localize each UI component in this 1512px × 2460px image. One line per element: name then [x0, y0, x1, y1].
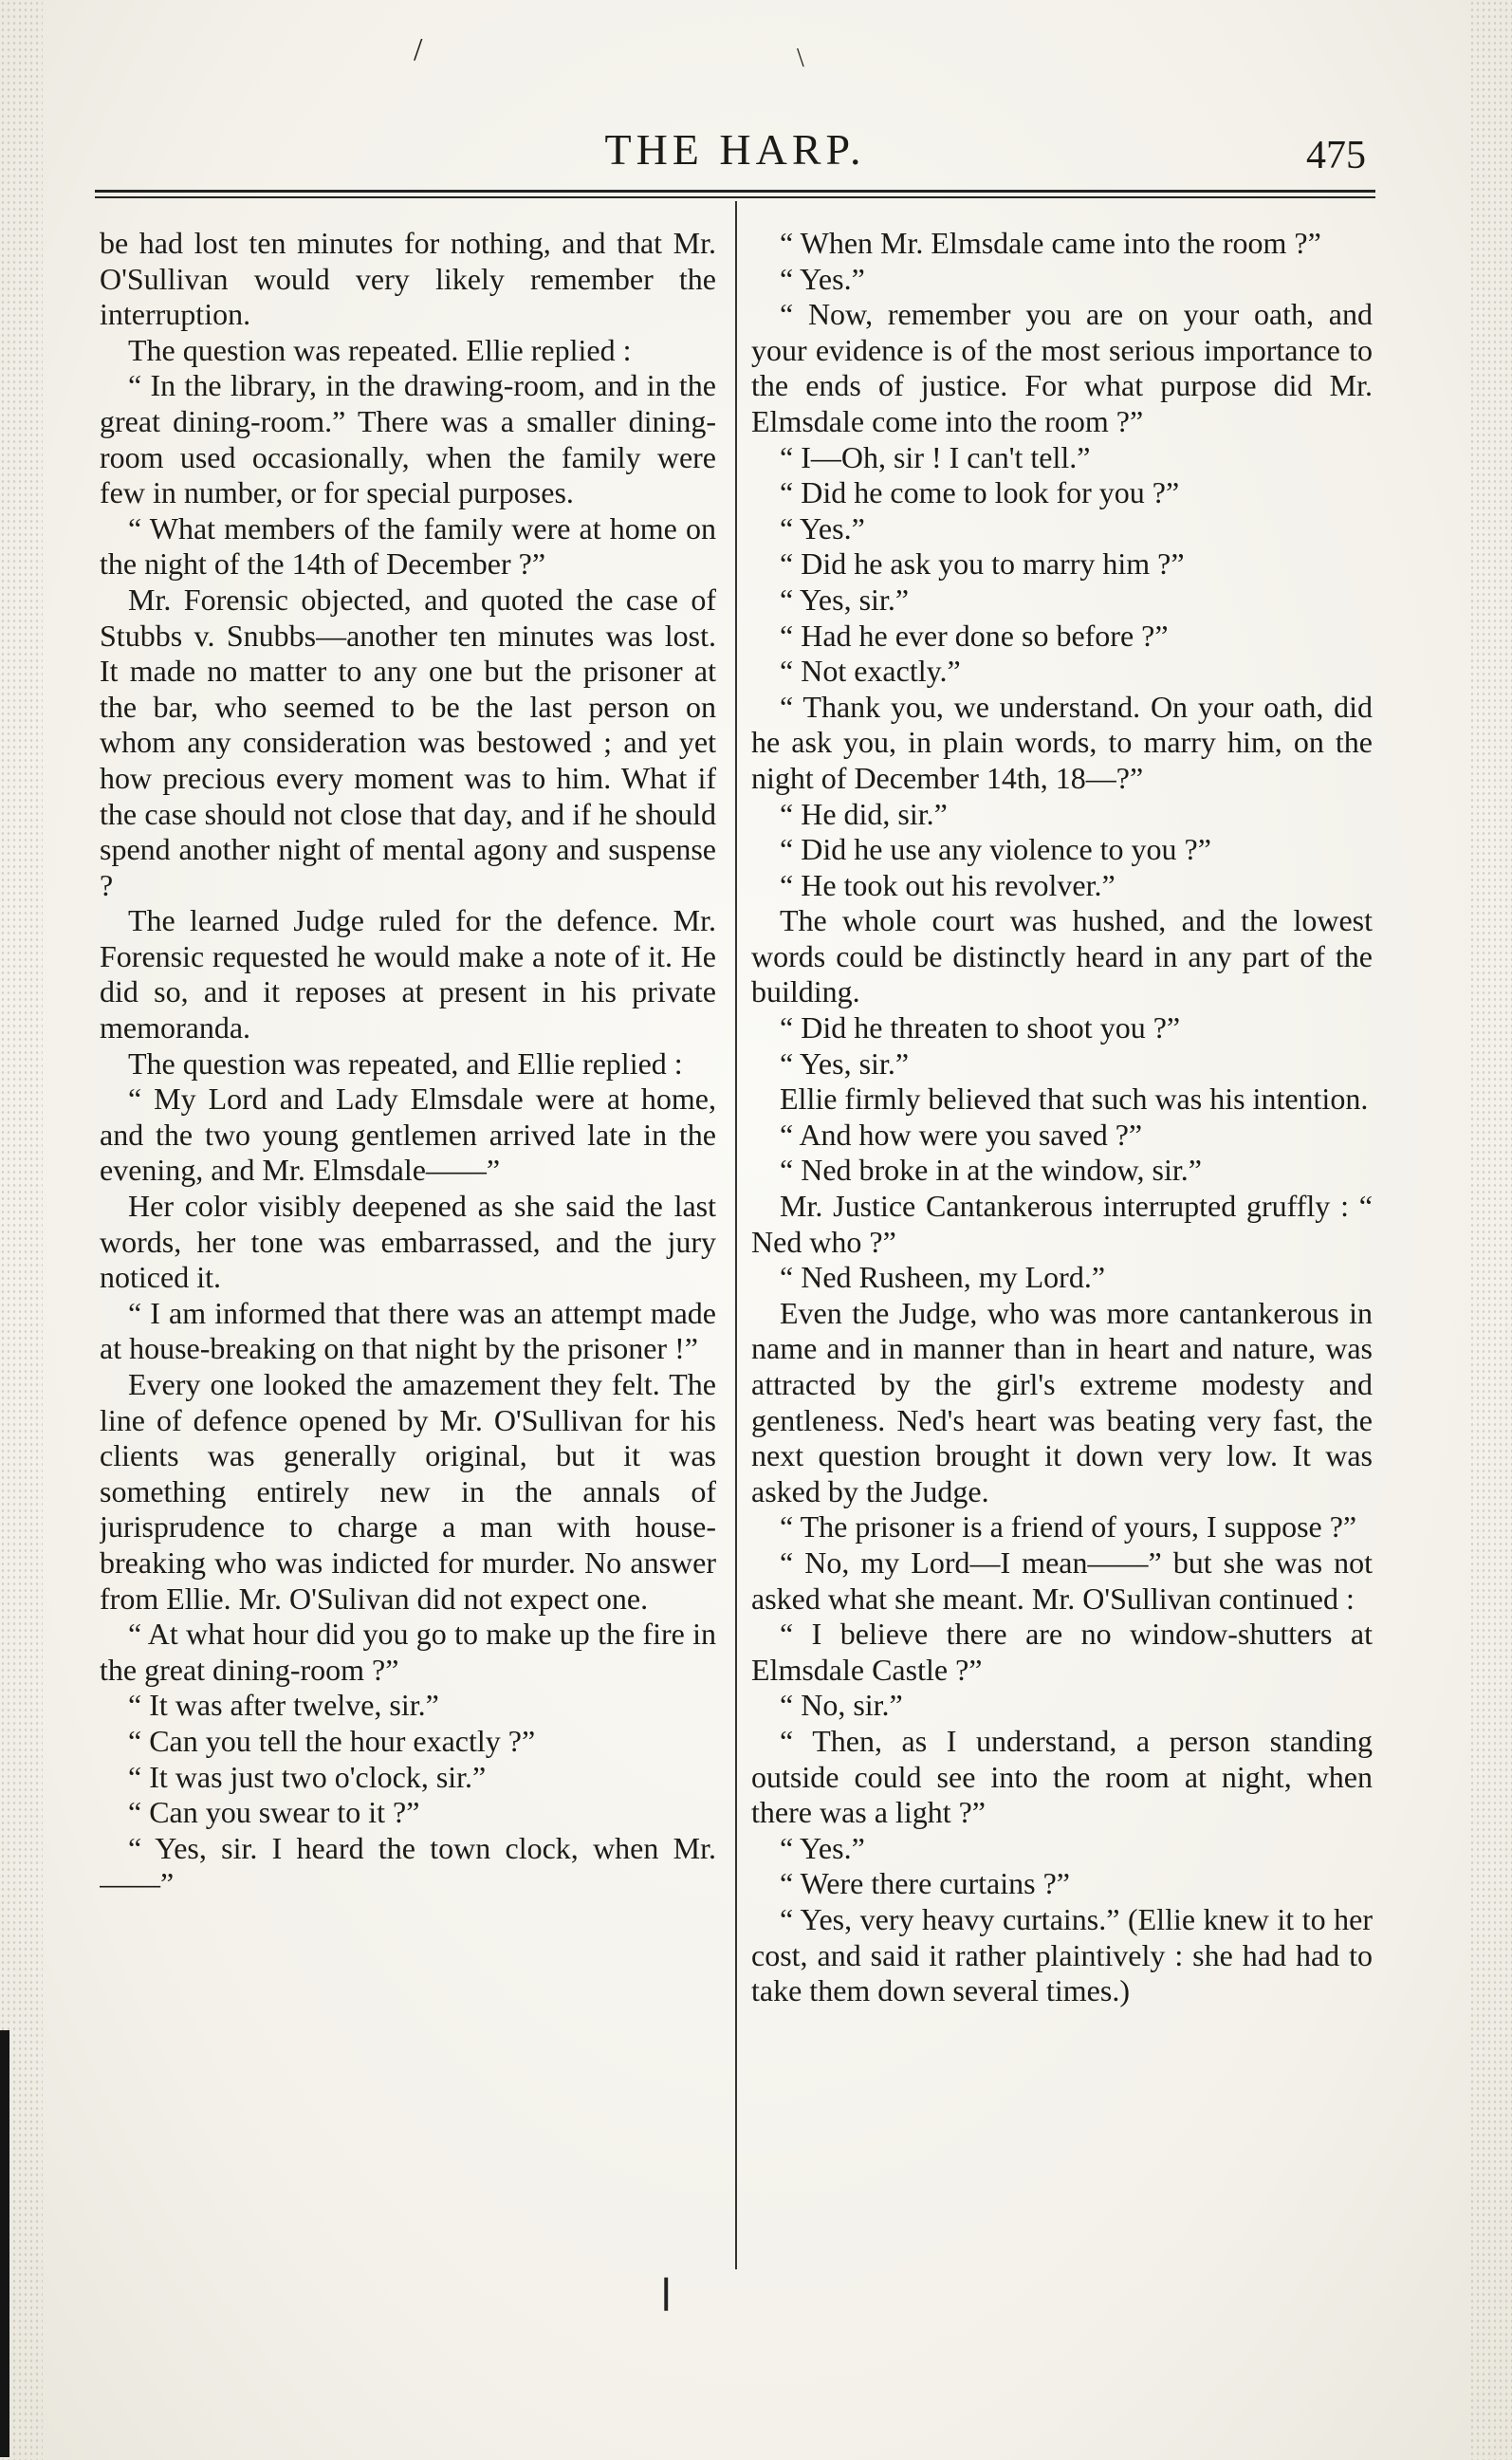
right-column [751, 226, 1373, 2275]
paragraph: “ In the library, in the drawing-room, and in the great dining-room.” There was a smaller dining-room used occasionally, when the family were few in number, or for special purposes. [100, 368, 716, 510]
paragraph: The learned Judge ruled for the defence. Mr. Forensic requested he would make a note of it. He did so, and it reposes at present in his private memoranda. [100, 903, 716, 1045]
paragraph: “ At what hour did you go to make up the fire in the great dining-room ?” [100, 1617, 716, 1687]
paragraph: “ Did he come to look for you ?” [780, 475, 1180, 510]
paragraph: “ Yes.” [780, 261, 865, 296]
binding-edge [0, 2030, 9, 2457]
paragraph: The whole court was hushed, and the lowest words could be distinctly heard in any part of the building. [751, 903, 1373, 1009]
paragraph: Mr. Justice Cantankerous interrupted gruffly : “ Ned who ?” [751, 1189, 1373, 1259]
page-header [95, 121, 1375, 178]
paragraph: “ Yes, sir. I heard the town clock, when Mr.——” [100, 1830, 716, 1901]
paragraph: Even the Judge, who was more cantankerous in name and in manner than in heart and nature, was attracted by the girl's extreme modesty and gentleness. Ned's heart was beating very fast, the next question brought it down very low. It was asked by the Judge. [751, 1295, 1373, 1508]
paragraph: “ My Lord and Lady Elmsdale were at home, and the two young gentlemen arrived late in the evening, and Mr. Elmsdale——” [100, 1082, 716, 1188]
paragraph: “ I—Oh, sir ! I can't tell.” [780, 439, 1091, 474]
paragraph: “ Then, as I understand, a person standing outside could see into the room at night, when there was a light ?” [751, 1723, 1373, 1830]
paragraph: “ Can you tell the hour exactly ?” [128, 1723, 536, 1758]
ink-mark: ❘ [653, 2275, 680, 2310]
paragraph: “ No, my Lord—I mean——” but she was not asked what she meant. Mr. O'Sullivan continued : [751, 1544, 1373, 1616]
paragraph: “ What members of the family were at home on the night of the 14th of December ?” [100, 510, 716, 582]
running-title: THE HARP. [604, 125, 866, 174]
column-divider [735, 201, 737, 2269]
paragraph: “ Yes.” [780, 1830, 865, 1865]
left-column [100, 226, 716, 2275]
ink-mark: / [414, 32, 423, 67]
paragraph: “ Did he ask you to marry him ?” [780, 546, 1185, 582]
paragraph: “ Ned Rusheen, my Lord.” [780, 1260, 1106, 1295]
paragraph: “ Had he ever done so before ?” [780, 618, 1169, 653]
paragraph: “ He took out his revolver.” [780, 867, 1116, 902]
paragraph: “ And how were you saved ?” [780, 1117, 1143, 1152]
paragraph: “ Not exactly.” [780, 654, 961, 689]
paragraph: “ When Mr. Elmsdale came into the room ?” [780, 226, 1321, 260]
paragraph: Every one looked the amazement they felt. The line of defence opened by Mr. O'Sullivan for his clients was generally original, but it was something entirely new in the annals of jurisprudence to charge a man with house-breaking who was indicted for murder. No answer from Ellie. Mr. O'Sulivan did not expect one. [100, 1367, 716, 1616]
paragraph: “ Did he threaten to shoot you ?” [780, 1010, 1181, 1045]
paragraph: “ Were there curtains ?” [780, 1866, 1070, 1901]
paragraph: “ I believe there are no window-shutters at Elmsdale Castle ?” [751, 1617, 1373, 1687]
paragraph: The question was repeated. Ellie replied : [128, 332, 632, 367]
page-number: 475 [1306, 134, 1366, 177]
paragraph: “ No, sir.” [780, 1688, 903, 1723]
header-rule [95, 190, 1375, 193]
paragraph: “ Ned broke in at the window, sir.” [780, 1153, 1202, 1188]
paragraph: Mr. Forensic objected, and quoted the case of Stubbs v. Snubbs—another ten minutes was lost. It made no matter to any one but the prisoner at the bar, who seemed to be the last person on whom any consideration was bestowed ; and yet how precious every moment was to him. What if the case should not close that day, and if he should spend another night of mental agony and suspense ? [100, 582, 716, 902]
paragraph: “ Yes, sir.” [780, 582, 910, 617]
paragraph: “ Thank you, we understand. On your oath, did he ask you, in plain words, to marry him, on the night of December 14th, 18—?” [751, 689, 1373, 795]
ink-mark: \ [797, 44, 804, 73]
paragraph: “ I am informed that there was an attempt made at house-breaking on that night by the prisoner !” [100, 1295, 716, 1366]
paragraph: “ Now, remember you are on your oath, and your evidence is of the most serious importance to the ends of justice. For what purpose did Mr. Elmsdale come into the room ?” [751, 297, 1373, 438]
paragraph: “ The prisoner is a friend of yours, I suppose ?” [780, 1509, 1357, 1544]
paragraph: be had lost ten minutes for nothing, and that Mr. O'Sullivan would very likely remember the interruption. [100, 226, 716, 332]
paragraph: “ Yes, sir.” [780, 1045, 910, 1081]
paragraph: Her color visibly deepened as she said the last words, her tone was embarrassed, and the jury noticed it. [100, 1189, 716, 1295]
paragraph: The question was repeated, and Ellie replied : [128, 1045, 683, 1081]
paragraph: “ Can you swear to it ?” [128, 1795, 420, 1830]
paragraph: “ It was after twelve, sir.” [128, 1688, 439, 1723]
paragraph: “ Yes, very heavy curtains.” (Ellie knew it to her cost, and said it rather plaintively : she had had to take them down several times.) [751, 1901, 1373, 2008]
paragraph: Ellie firmly believed that such was his intention. [780, 1082, 1369, 1117]
paragraph: “ He did, sir.” [780, 796, 948, 831]
paragraph: “ Did he use any violence to you ?” [780, 832, 1211, 867]
page-edge-noise-right [1469, 0, 1512, 2460]
header-rule [95, 196, 1375, 198]
paragraph: “ It was just two o'clock, sir.” [128, 1759, 487, 1794]
paragraph: “ Yes.” [780, 510, 865, 546]
